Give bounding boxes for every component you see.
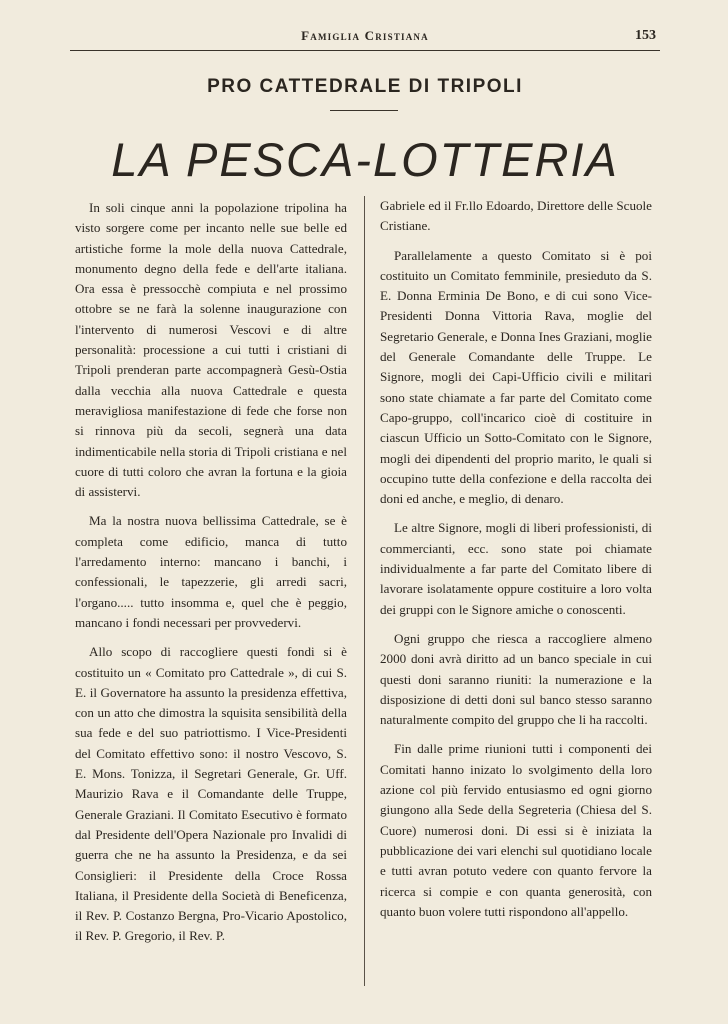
right-column (380, 196, 652, 931)
page-number: 153 (635, 28, 656, 43)
paragraph: Ogni gruppo che riesca a raccogliere almeno 2000 doni avrà diritto ad un banco speciale in cui questi doni saranno riuniti: la numerazione e la disposizione di detti doni sul banco stesso saranno naturalmente compito del gruppo che li ha raccolti. (380, 630, 652, 728)
column-divider (364, 196, 365, 986)
paragraph: Gabriele ed il Fr.llo Edoardo, Direttore delle Scuole Cristiane. (380, 198, 652, 234)
running-title: Famiglia Cristiana (301, 28, 429, 43)
article-title: LA PESCA-LOTTERIA (111, 133, 619, 186)
paragraph: In soli cinque anni la popolazione tripolina ha visto sorgere come per incanto nelle sue belle ed artistiche forme la mole della nuova Cattedrale, monumento degno della fede e dell'arte italiana. Ora essa è pressocchè compiuta e nel prossimo ottobre se ne farà la solenne inaugurazione con l'intervento di numerosi Vescovi e di altre personalità: processione a cui tutti i cristiani di Tripoli prenderan parte accompagnerà Gesù-Ostia dalla vecchia alla nuova Cattedrale e questa meravigliosa manifestazione di fede che forse non si rinnova più da secoli, segnerà una data indimenticabile nella storia di Tripoli cristiana e nel cuore di tutti coloro che avran la fortuna e la gioia di assistervi. (75, 200, 347, 500)
paragraph: Fin dalle prime riunioni tutti i componenti dei Comitati hanno inizato lo svolgimento della loro azione col più fervido entusiasmo ed ogni giorno giungono alla Sede della Segreteria (Chiesa del S. Cuore) numerosi doni. Di essi si è iniziata la pubblicazione dei vari elenchi sul quotidiano locale e tutti avran potuto vedere con quanto fervore la ricerca si compie e con quanta generosità, con quanto buon volere tutti rispondono all'appello. (380, 741, 652, 919)
paragraph: Ma la nostra nuova bellissima Cattedrale, se è completa come edificio, manca di tutto l'arredamento interno: mancano i banchi, i confessionali, le tapezzerie, gli arredi sacri, l'organo..... tutto insomma e, quel che è peggio, mancano i fondi necessari per provvedervi. (75, 513, 347, 630)
kicker-divider (330, 110, 398, 111)
paragraph: Le altre Signore, mogli di liberi professionisti, di commercianti, ecc. sono state poi chiamate individualmente a far parte del Comitato libere di lavorare isolatamente oppure costituire a loro volta dei gruppi con le Signore amiche o conoscenti. (380, 520, 652, 617)
left-column (75, 198, 347, 956)
paragraph: Allo scopo di raccogliere questi fondi si è costituito un « Comitato pro Cattedrale », di cui S. E. il Governatore ha assunto la presidenza effettiva, con un atto che dimostra la squisita sensibilità della sua fede e del suo patriottismo. I Vice-Presidenti del Comitato effettivo sono: il nostro Vescovo, S. E. Mons. Tonizza, il Segretari Generale, Gr. Uff. Maurizio Rava e il Comandante delle Truppe, Generale Graziani. Il Comitato Esecutivo è formato dal Presidente dell'Opera Nazionale pro Invalidi di guerra che ne ha assunto la Presidenza, e da sei Consiglieri: il Presidente della Croce Rossa Italiana, il Presidente della Società di Beneficenza, il Rev. P. Costanzo Bergna, Pro-Vicario Apostolico, il Rev. P. Gregorio, il Rev. P. (75, 644, 347, 944)
paragraph: Parallelamente a questo Comitato si è poi costituito un Comitato femminile, presieduto da S. E. Donna Erminia De Bono, e di cui sono Vice-Presidenti Donna Vittoria Rava, moglie del Segretario Generale, e Donna Ines Graziani, moglie del Generale Comandante delle Truppe. Le Signore, mogli dei Capi-Ufficio civili e militari sono state chiamate a far parte del Comitato come Capo-gruppo, coll'incarico cioè di costituire in ciascun Ufficio un Sotto-Comitato con le Signore, mogli dei dipendenti del proprio marito, le quali si occupino tutte della confezione e della raccolta dei doni ed anche, e meglio, di denaro. (380, 247, 652, 507)
running-header (70, 22, 660, 51)
article-kicker: PRO CATTEDRALE DI TRIPOLI (207, 76, 523, 97)
